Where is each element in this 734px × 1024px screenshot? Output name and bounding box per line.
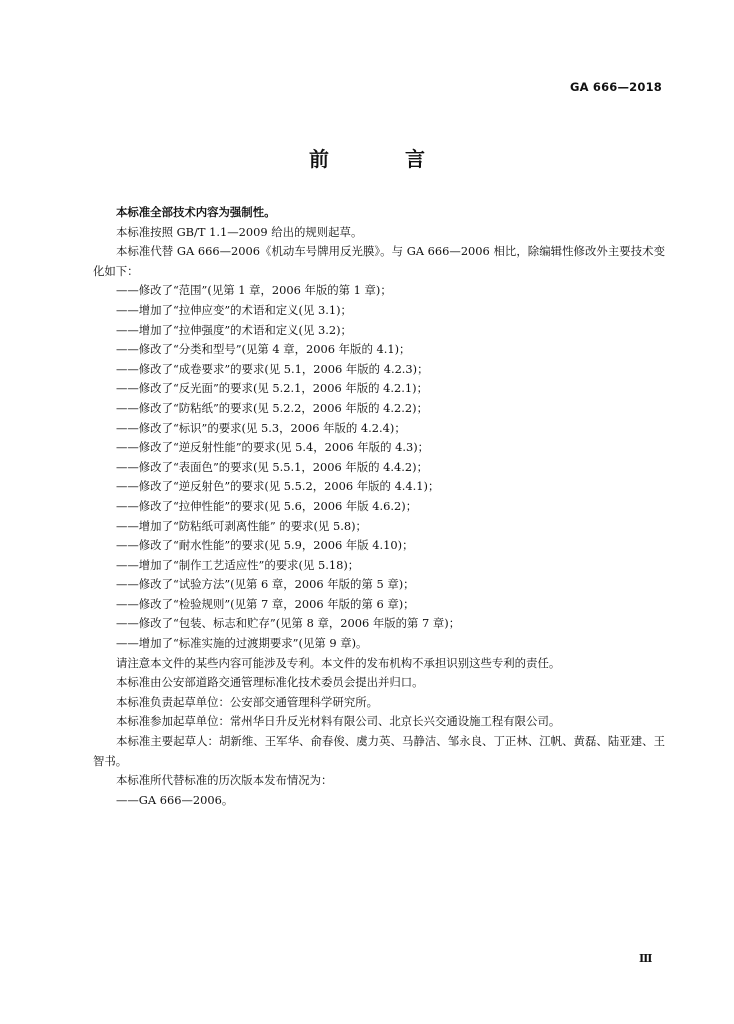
list-item: ——修改了“分类和型号”(见第 4 章，2006 年版的 4.1)； xyxy=(116,342,411,357)
list-item: ——修改了“检验规则”(见第 7 章，2006 年版的第 6 章)； xyxy=(116,596,415,611)
foreword-body xyxy=(93,203,665,810)
list-item: ——修改了“逆反射性能”的要求(见 5.4，2006 年版的 4.3)； xyxy=(116,440,430,455)
list-item: ——修改了“包装、标志和贮存”(见第 8 章，2006 年版的第 7 章)； xyxy=(116,616,461,631)
list-item: ——增加了“拉伸强度”的术语和定义(见 3.2)； xyxy=(116,322,352,337)
intro-paragraph-drafting-rules: 本标准按照 GB/T 1.1—2009 给出的规则起草。 xyxy=(116,224,363,239)
list-item: ——修改了“表面色”的要求(见 5.5.1，2006 年版的 4.4.2)； xyxy=(116,459,428,474)
list-item: ——修改了“反光面”的要求(见 5.2.1，2006 年版的 4.2.1)； xyxy=(116,381,428,396)
participating-drafting-units: 本标准参加起草单位：常州华日升反光材料有限公司、北京长兴交通设施工程有限公司。 xyxy=(116,714,561,729)
page-title: 前 言 xyxy=(309,147,453,171)
standard-code: GA 666—2018 xyxy=(569,80,662,94)
previous-versions-intro: 本标准所代替标准的历次版本发布情况为： xyxy=(116,773,333,788)
main-drafters: 本标准主要起草人：胡新维、王军华、俞春俊、虞力英、马静洁、邹永良、丁正林、江帆、黄磊、陆亚建、王智书。 xyxy=(93,734,665,768)
list-item: ——增加了“拉伸应变”的术语和定义(见 3.1)； xyxy=(116,302,352,317)
list-item: ——修改了“标识”的要求(见 5.3，2006 年版的 4.2.4)； xyxy=(116,420,406,435)
lead-drafting-unit: 本标准负责起草单位：公安部交通管理科学研究所。 xyxy=(116,694,378,709)
list-item: ——修改了“成卷要求”的要求(见 5.1，2006 年版的 4.2.3)； xyxy=(116,361,429,376)
list-item: ——GA 666—2006。 xyxy=(116,792,234,807)
changes-list xyxy=(93,281,665,653)
patent-notice: 请注意本文件的某些内容可能涉及专利。本文件的发布机构不承担识别这些专利的责任。 xyxy=(116,655,561,670)
list-item: ——修改了“范围”(见第 1 章，2006 年版的第 1 章)； xyxy=(116,283,392,298)
previous-versions-list xyxy=(93,791,665,811)
proposer-statement: 本标准由公安部道路交通管理标准化技术委员会提出并归口。 xyxy=(116,675,424,690)
list-item: ——修改了“拉伸性能”的要求(见 5.6，2006 年版 4.6.2)； xyxy=(116,498,418,513)
list-item: ——修改了“逆反射色”的要求(见 5.5.2，2006 年版的 4.4.1)； xyxy=(116,479,440,494)
list-item: ——增加了“制作工艺适应性”的要求(见 5.18)； xyxy=(116,557,360,572)
intro-paragraph-replaces: 本标准代替 GA 666—2006《机动车号牌用反光膜》。与 GA 666—2006 相比，除编辑性修改外主要技术变化如下： xyxy=(93,244,665,278)
page-number: Ⅲ xyxy=(639,952,653,965)
list-item: ——增加了“标准实施的过渡期要求”(见第 9 章)。 xyxy=(116,636,368,651)
list-item: ——修改了“试验方法”(见第 6 章，2006 年版的第 5 章)； xyxy=(116,577,415,592)
list-item: ——修改了“耐水性能”的要求(见 5.9，2006 年版 4.10)； xyxy=(116,538,414,553)
list-item: ——修改了“防粘纸”的要求(见 5.2.2，2006 年版的 4.2.2)； xyxy=(116,400,428,415)
list-item: ——增加了“防粘纸可剥离性能” 的要求(见 5.8)； xyxy=(116,518,367,533)
intro-paragraph-mandatory: 本标准全部技术内容为强制性。 xyxy=(116,205,276,219)
